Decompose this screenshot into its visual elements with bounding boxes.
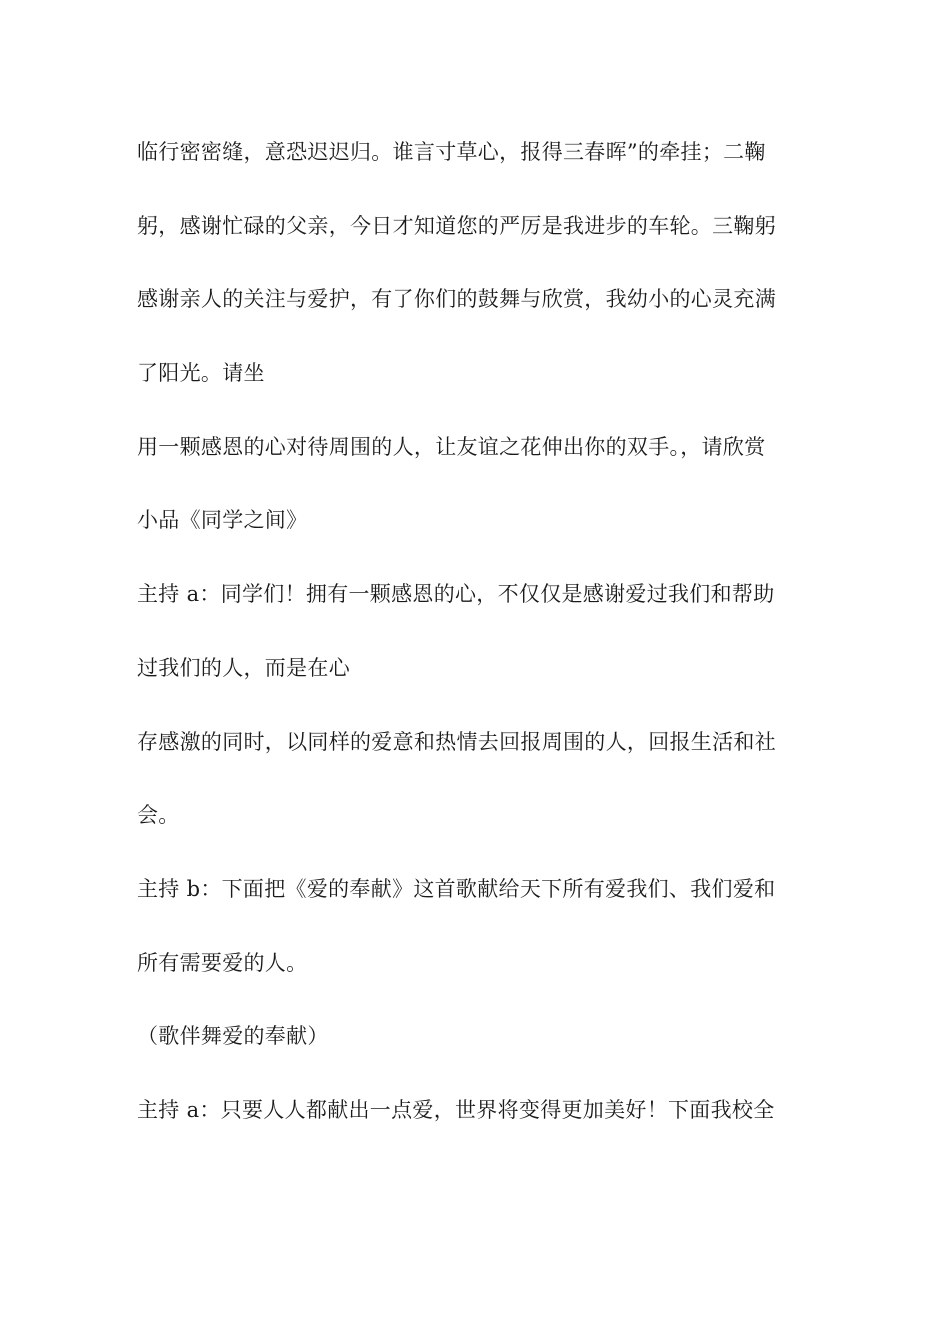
text-line: 用一颗感恩的心对待周围的人，让友谊之花伸出你的双手。，请欣赏 <box>137 434 766 459</box>
text-line: 了阳光。请坐 <box>137 361 265 386</box>
text-line: 主持 a：只要人人都献出一点爱，世界将变得更加美好！下面我校全 <box>137 1097 775 1122</box>
text-line: 主持 a：同学们！拥有一颗感恩的心，不仅仅是感谢爱过我们和帮助 <box>137 582 775 607</box>
text-line: （歌伴舞爱的奉献） <box>137 1024 329 1049</box>
text-line: 所有需要爱的人。 <box>137 950 308 975</box>
text-line: 主持 b：下面把《爱的奉献》这首歌献给天下所有爱我们、我们爱和 <box>137 876 776 901</box>
text-line: 躬，感谢忙碌的父亲，今日才知道您的严厉是我进步的车轮。三鞠躬 <box>137 213 776 238</box>
text-line: 感谢亲人的关注与爱护，有了你们的鼓舞与欣赏，我幼小的心灵充满 <box>137 287 776 312</box>
text-line: 小品《同学之间》 <box>137 508 308 533</box>
text-line: 会。 <box>137 803 180 828</box>
document-body <box>137 142 817 1174</box>
text-line: 临行密密缝，意恐迟迟归。谁言寸草心，报得三春晖”的牵挂；二鞠 <box>137 140 766 164</box>
text-line: 过我们的人，而是在心 <box>137 655 350 680</box>
text-line: 存感激的同时，以同样的爱意和热情去回报周围的人，回报生活和社 <box>137 729 776 754</box>
